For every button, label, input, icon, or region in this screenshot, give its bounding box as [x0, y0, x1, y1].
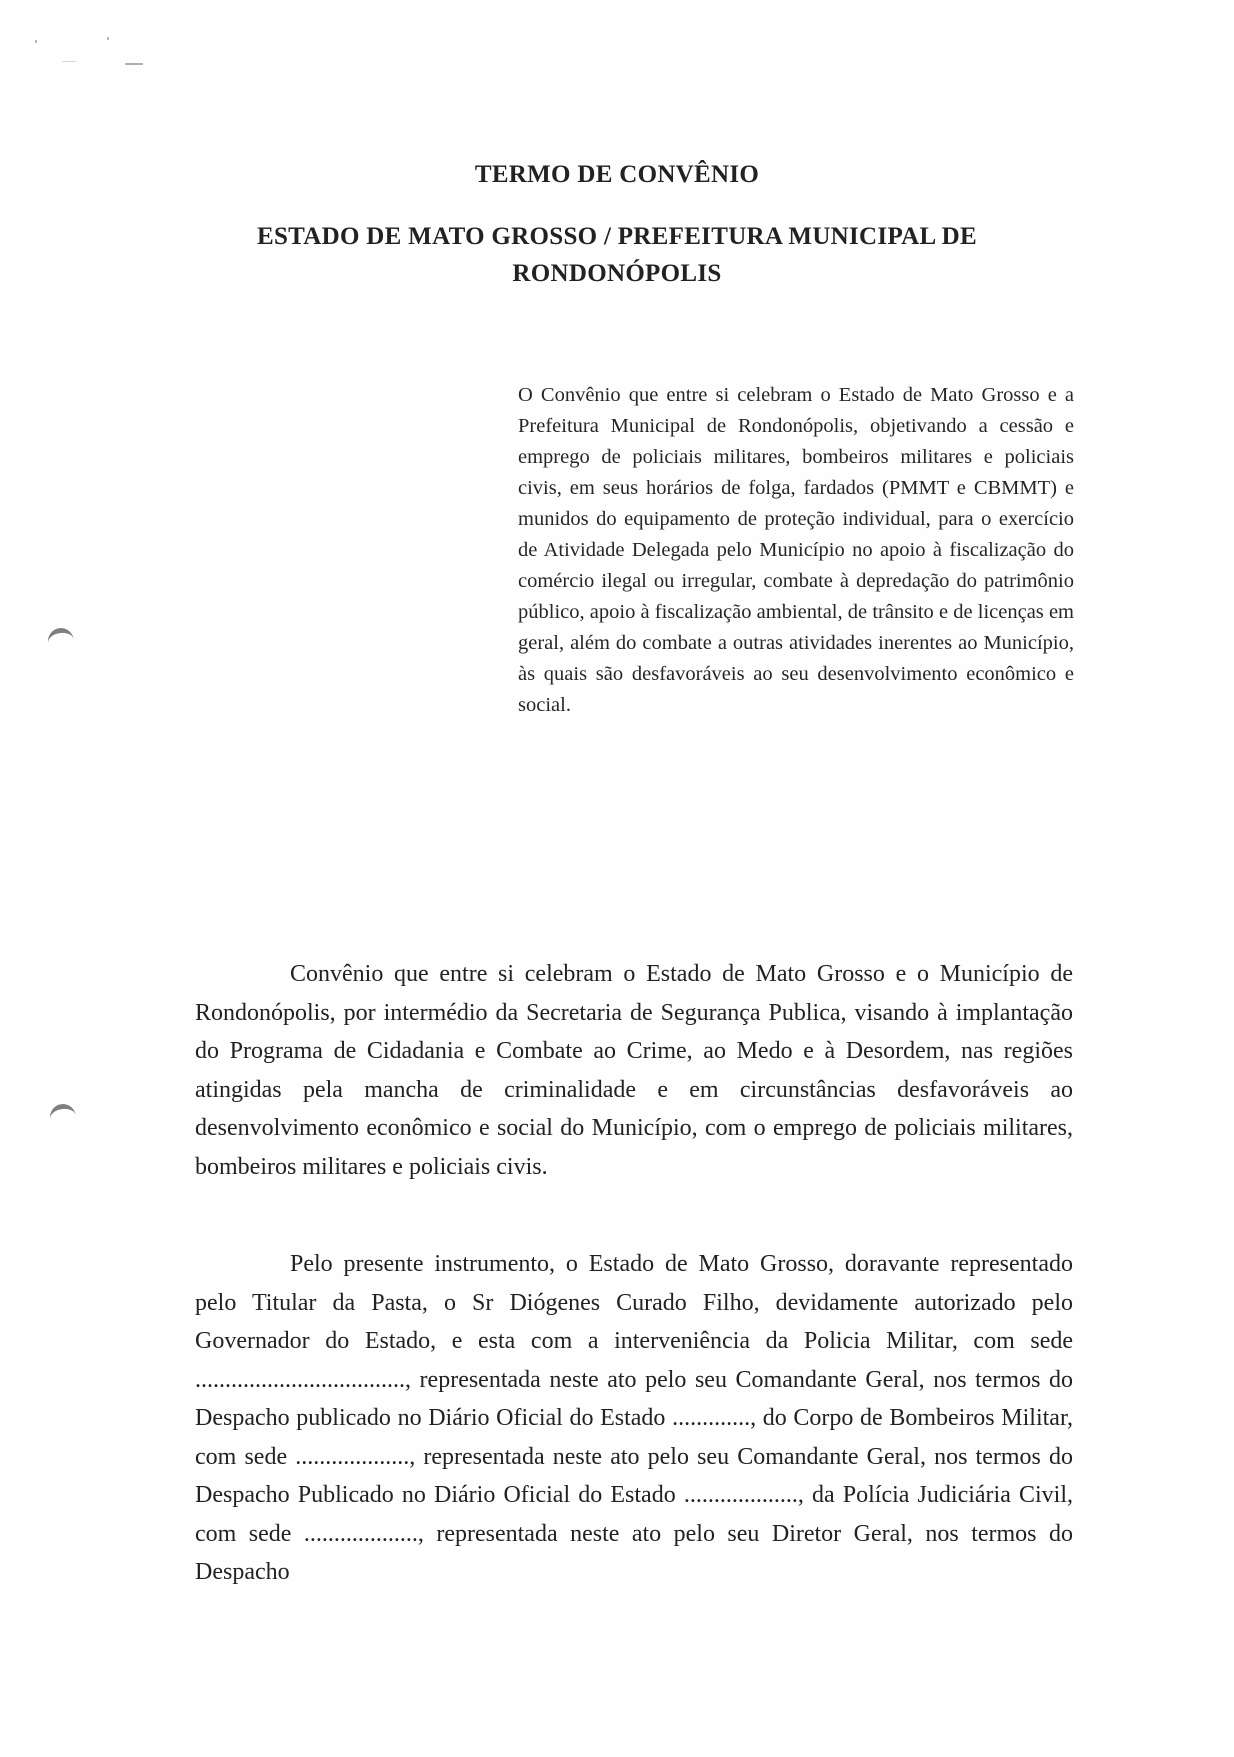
document-subtitle-line2: RONDONÓPOLIS — [512, 260, 722, 287]
body-paragraph-2: Pelo presente instrumento, o Estado de Mato Grosso, doravante representado pelo Titular da Pasta, o Sr Diógenes Curado Filho, devidamente autorizado pelo Governador do Estado, e esta com a interveniência da Policia Militar, com sede ..................................., representada neste ato pelo seu Comandante Geral, nos termos do Despacho publicado no Diário Oficial do Estado ............., do Corpo de Bombeiros Militar, com sede ..................., representada neste ato pelo seu Comandante Geral, nos termos do Despacho Publicado no Diário Oficial do Estado ..................., da Polícia Judiciária Civil, com sede ..................., representada neste ato pelo seu Diretor Geral, nos termos do Despacho — [195, 1251, 1073, 1585]
scan-speck — [62, 61, 76, 62]
scan-speck — [35, 40, 37, 43]
body-paragraph-1: Convênio que entre si celebram o Estado de Mato Grosso e o Município de Rondonópolis, por intermédio da Secretaria de Segurança Publica, visando à implantação do Programa de Cidadania e Combate ao Crime, ao Medo e à Desordem, nas regiões atingidas pela mancha de criminalidade e em circunstâncias desfavoráveis ao desenvolvimento econômico e social do Município, com o emprego de policiais militares, bombeiros militares e policiais civis. — [195, 961, 1073, 1180]
scan-speck — [125, 63, 143, 65]
punch-hole-mark — [48, 1102, 78, 1132]
abstract-summary: O Convênio que entre si celebram o Estado de Mato Grosso e a Prefeitura Municipal de Rondonópolis, objetivando a cessão e emprego de policiais militares, bombeiros militares e policiais civis, em seus horários de folga, fardados (PMMT e CBMMT) e munidos do equipamento de proteção individual, para o exercício de Atividade Delegada pelo Município no apoio à fiscalização do comércio ilegal ou irregular, combate à depredação do patrimônio público, apoio à fiscalização ambiental, de trânsito e de licenças em geral, além do combate a outras atividades inerentes ao Município, às quais são desfavoráveis ao seu desenvolvimento econômico e social. — [518, 384, 1074, 716]
document-subtitle-line1: ESTADO DE MATO GROSSO / PREFEITURA MUNICIPAL DE — [257, 223, 977, 250]
document-title: TERMO DE CONVÊNIO — [474, 161, 760, 188]
punch-hole-mark — [46, 626, 76, 656]
scan-speck — [107, 37, 109, 40]
